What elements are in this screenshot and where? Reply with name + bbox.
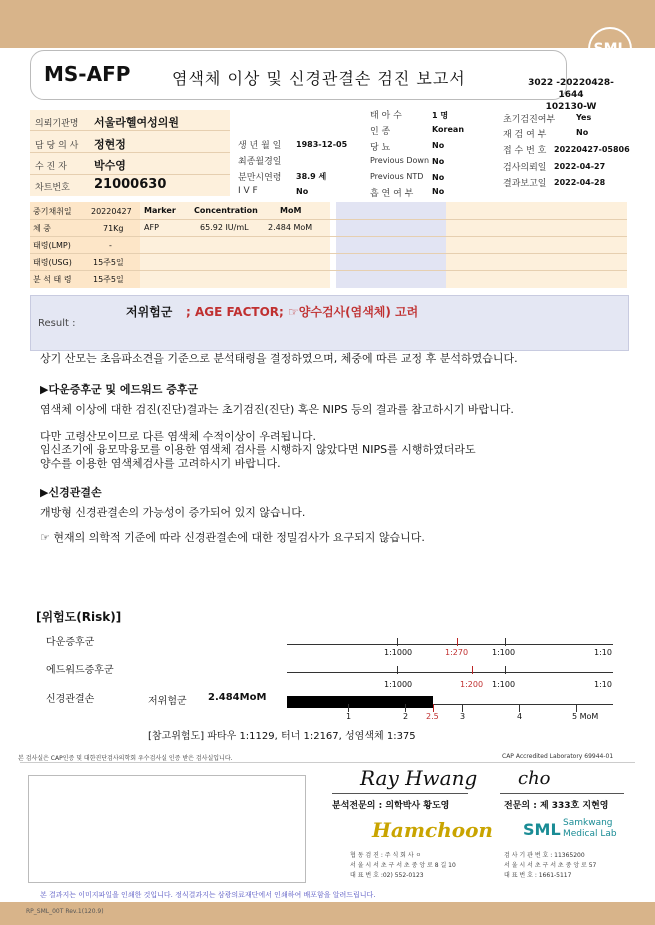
ntd-tick-label-6: 5 MoM xyxy=(572,712,599,721)
cap-accredited: CAP Accredited Laboratory 69944-01 xyxy=(502,753,614,760)
conc-value: 65.92 IU/mL xyxy=(200,223,249,232)
report-date-label: 결과보고일 xyxy=(503,179,547,189)
down-tick-1 xyxy=(397,638,398,646)
marker-header: Marker xyxy=(144,206,176,215)
paragraph-3: 양수를 이용한 염색체검사를 고려하시기 바랍니다. xyxy=(40,457,281,470)
down-tick-label-2: 1:270 xyxy=(445,648,469,657)
ntd-tick-5 xyxy=(519,704,520,712)
bottom-note: 본 결과지는 이미지파일을 인쇄한 것입니다. 정식결과지는 삼광의료재단에서 인쇄하여 배포함을 알려드립니다. xyxy=(40,891,376,899)
down-tick-3 xyxy=(505,638,506,646)
age-value: 38.9 세 xyxy=(296,172,327,181)
result-flag: ; AGE FACTOR; ☞양수검사(염색체) 고려 xyxy=(186,305,419,319)
right-sign-label: 전문의 : 제 333호 지현영 xyxy=(504,801,609,811)
paragraph-2: 임신조기에 융모막융모를 이용한 염색체 검사를 시행하지 않았다면 NIPS를 시행하였더라도 xyxy=(40,443,476,456)
ivf-label: I V F xyxy=(238,186,258,196)
retest-label: 재 검 여 부 xyxy=(503,130,547,140)
sml-mark: SML xyxy=(523,820,561,839)
note-text: ☞ 현재의 의학적 기준에 따라 신경관결손에 대한 정밀검사가 요구되지 않습니다. xyxy=(40,531,425,544)
edwards-axis xyxy=(287,672,613,673)
smoking-label: 흡 연 여 부 xyxy=(370,189,414,199)
chart-label: 차트번호 xyxy=(35,183,70,193)
prev-ntd-value: No xyxy=(432,173,445,182)
ntd-tick-4 xyxy=(462,704,463,712)
ntd-mom: 2.484MoM xyxy=(208,692,267,703)
ms-afp-title: MS-AFP xyxy=(44,62,131,86)
ivf-value: No xyxy=(296,187,309,196)
blank-blue-bg xyxy=(336,202,446,288)
memo-box xyxy=(28,775,306,883)
ntd-tick-label-3: 2.5 xyxy=(426,712,439,721)
mom-value: 2.484 MoM xyxy=(268,223,313,232)
hospital-value: 서울라헬여성의원 xyxy=(94,116,180,129)
ntd-value-bar xyxy=(287,696,433,708)
prev-down-label: Previous Down xyxy=(370,156,430,165)
patient-value: 박수영 xyxy=(94,159,126,172)
specimen-row-1: 중기채취일 20220427 xyxy=(33,207,132,216)
sml-line-1: 검 사 기 관 번 호 : 11365200 xyxy=(504,852,585,859)
down-label: 다운증후군 xyxy=(46,637,95,648)
specimen-row-4: 태령(USG) 15주5일 xyxy=(33,258,124,267)
ntd-tick-3 xyxy=(433,704,434,712)
down-tick-label-1: 1:1000 xyxy=(384,648,413,657)
specimen-row-3: 태령(LMP) - xyxy=(33,241,112,250)
ntd-tick-label-2: 2 xyxy=(403,712,409,721)
cap-note: 본 검사실은 CAP인증 및 대한진단검사의학회 우수검사실 인증 받은 검사실입니다. xyxy=(18,755,233,762)
edwards-tick-label-2: 1:200 xyxy=(460,680,484,689)
smoking-value: No xyxy=(432,187,445,196)
hospital-label: 의뢰기관명 xyxy=(35,119,79,129)
down-tick-label-3: 1:100 xyxy=(492,648,516,657)
fetus-label: 태 아 수 xyxy=(370,111,402,121)
edwards-label: 에드워드증후군 xyxy=(46,665,114,676)
signature-right: cho xyxy=(518,768,551,789)
hamchoon-line-3: 대 표 번 호 :02) 552-0123 xyxy=(350,872,424,879)
paragraph-1: 다만 고령산모이므로 다른 염색체 수적이상이 우려됩니다. xyxy=(40,430,317,443)
ntd-tick-1 xyxy=(348,704,349,712)
receipt-label: 접 수 번 호 xyxy=(503,146,547,156)
ntd-tick-6 xyxy=(576,704,577,712)
first-value: Yes xyxy=(576,113,592,122)
fetus-value: 1 명 xyxy=(432,111,449,120)
report-title: 염색체 이상 및 신경관결손 검진 보고서 xyxy=(172,69,466,88)
hamchoon-logo: Hamchoon xyxy=(372,818,493,842)
section-down-text: 염색체 이상에 대한 검진(진단)결과는 초기검진(진단) 혹은 NIPS 등의 결과를 참고하시기 바랍니다. xyxy=(40,403,514,416)
ntd-tick-label-1: 1 xyxy=(346,712,352,721)
hamchoon-line-1: 협 동 검 진 : 주 식 회 사 ㅇ xyxy=(350,852,422,859)
edwards-tick-2 xyxy=(472,666,473,674)
ntd-tick-2 xyxy=(405,704,406,712)
race-label: 인 종 xyxy=(370,127,391,137)
sml-line-3: 대 표 번 호 : 1661-5117 xyxy=(504,872,572,879)
sml-name: Samkwang Medical Lab xyxy=(563,818,617,839)
retest-value: No xyxy=(576,128,589,137)
patient-label: 수 진 자 xyxy=(35,162,67,172)
down-tick-2 xyxy=(457,638,458,646)
ntd-tick-label-4: 3 xyxy=(460,712,466,721)
birth-label: 생 년 월 일 xyxy=(238,141,282,151)
chart-value: 21000630 xyxy=(94,177,167,192)
age-label: 분만시연령 xyxy=(238,173,282,183)
report-date-value: 2022-04-28 xyxy=(554,178,606,187)
sml-logo: SML xyxy=(588,27,632,71)
birth-value: 1983-12-05 xyxy=(296,140,348,149)
body-line-1: 상기 산모는 초음파소견을 기준으로 분석태령을 결정하였으며, 체중에 따른 교정 후 분석하였습니다. xyxy=(40,352,518,365)
section-down-edwards: ▶다운증후군 및 에드워드 증후군 xyxy=(40,383,199,396)
section-ntd: ▶신경관결손 xyxy=(40,486,102,499)
ntd-label: 신경관결손 xyxy=(46,694,95,705)
edwards-tick-label-3: 1:100 xyxy=(492,680,516,689)
version: RP_SML_00T Rev.1(120.9) xyxy=(26,908,104,915)
signature-left: Ray Hwang xyxy=(360,766,478,790)
first-label: 초기검진여부 xyxy=(503,115,556,125)
request-label: 검사의뢰일 xyxy=(503,163,547,173)
doctor-label: 담 당 의 사 xyxy=(35,141,79,151)
diabetes-label: 당 뇨 xyxy=(370,143,391,153)
marker-value: AFP xyxy=(144,223,159,232)
edwards-tick-3 xyxy=(505,666,506,674)
reference-risk: [참고위험도] 파타우 1:1129, 터너 1:2167, 성염색체 1:375 xyxy=(148,731,416,742)
edwards-tick-label-1: 1:1000 xyxy=(384,680,413,689)
risk-title: [위험도(Risk)] xyxy=(36,610,122,624)
result-label: Result : xyxy=(38,318,76,329)
ntd-tick-label-5: 4 xyxy=(517,712,523,721)
request-value: 2022-04-27 xyxy=(554,162,606,171)
diabetes-value: No xyxy=(432,141,445,150)
left-sign-label: 분석전문의 : 의학박사 황도영 xyxy=(332,801,450,811)
hamchoon-line-2: 서 울 시 서 초 구 서 초 중 앙 로 8 길 10 xyxy=(350,862,456,869)
document-number: 3022 -20220428-1644 102130-W xyxy=(528,78,614,112)
doctor-value: 정현정 xyxy=(94,138,126,151)
down-tick-label-4: 1:10 xyxy=(594,648,612,657)
down-axis xyxy=(287,644,613,645)
mom-header: MoM xyxy=(280,206,302,215)
section-ntd-text: 개방형 신경관결손의 가능성이 증가되어 있지 않습니다. xyxy=(40,506,306,519)
edwards-tick-label-4: 1:10 xyxy=(594,680,612,689)
specimen-row-2: 체 중 71Kg xyxy=(33,224,124,233)
edwards-tick-1 xyxy=(397,666,398,674)
conc-header: Concentration xyxy=(194,206,258,215)
specimen-row-5: 분 석 태 령 15주5일 xyxy=(33,275,124,284)
prev-down-value: No xyxy=(432,157,445,166)
result-low: 저위험군 xyxy=(126,305,173,319)
receipt-value: 20220427-05806 xyxy=(554,145,630,154)
ntd-group: 저위험군 xyxy=(148,696,187,707)
lmp-label: 최종월경일 xyxy=(238,157,282,167)
sml-line-2: 서 울 시 서 초 구 서 초 중 앙 로 57 xyxy=(504,862,597,869)
prev-ntd-label: Previous NTD xyxy=(370,172,424,181)
blank-yellow-bg xyxy=(446,202,627,288)
race-value: Korean xyxy=(432,125,465,134)
